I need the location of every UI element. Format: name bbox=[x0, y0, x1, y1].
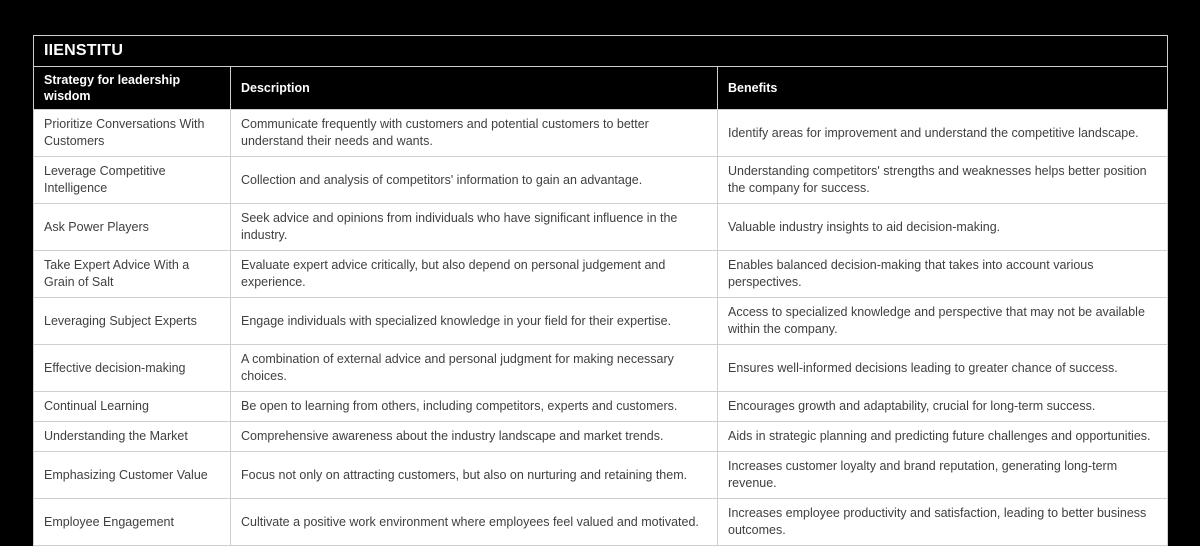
column-header-benefits: Benefits bbox=[718, 67, 1168, 110]
table-row bbox=[34, 251, 1168, 298]
column-header-strategy: Strategy for leadership wisdom bbox=[34, 67, 231, 110]
cell-benefits: Enables balanced decision-making that takes into account various perspectives. bbox=[718, 251, 1168, 298]
table-title: IIENSTITU bbox=[34, 36, 1168, 67]
cell-benefits: Understanding competitors' strengths and weaknesses helps better position the company for success. bbox=[718, 157, 1168, 204]
title-row bbox=[34, 36, 1168, 67]
cell-benefits: Access to specialized knowledge and perspective that may not be available within the company. bbox=[718, 298, 1168, 345]
cell-benefits: Increases customer loyalty and brand reputation, generating long-term revenue. bbox=[718, 452, 1168, 499]
cell-description: Engage individuals with specialized knowledge in your field for their expertise. bbox=[231, 298, 718, 345]
cell-description: A combination of external advice and personal judgment for making necessary choices. bbox=[231, 345, 718, 392]
table-row bbox=[34, 157, 1168, 204]
table-row bbox=[34, 499, 1168, 546]
cell-strategy: Continual Learning bbox=[34, 392, 231, 422]
cell-strategy: Leverage Competitive Intelligence bbox=[34, 157, 231, 204]
cell-description: Comprehensive awareness about the industry landscape and market trends. bbox=[231, 422, 718, 452]
table-row bbox=[34, 204, 1168, 251]
cell-benefits: Ensures well-informed decisions leading to greater chance of success. bbox=[718, 345, 1168, 392]
cell-strategy: Prioritize Conversations With Customers bbox=[34, 110, 231, 157]
table-row bbox=[34, 422, 1168, 452]
cell-strategy: Leveraging Subject Experts bbox=[34, 298, 231, 345]
table-row bbox=[34, 392, 1168, 422]
cell-description: Seek advice and opinions from individuals who have significant influence in the industry. bbox=[231, 204, 718, 251]
cell-benefits: Valuable industry insights to aid decision-making. bbox=[718, 204, 1168, 251]
cell-benefits: Encourages growth and adaptability, crucial for long-term success. bbox=[718, 392, 1168, 422]
cell-description: Cultivate a positive work environment where employees feel valued and motivated. bbox=[231, 499, 718, 546]
cell-description: Focus not only on attracting customers, but also on nurturing and retaining them. bbox=[231, 452, 718, 499]
table-row bbox=[34, 452, 1168, 499]
leadership-wisdom-table bbox=[33, 35, 1168, 546]
cell-strategy: Effective decision-making bbox=[34, 345, 231, 392]
cell-benefits: Aids in strategic planning and predicting future challenges and opportunities. bbox=[718, 422, 1168, 452]
table-card bbox=[33, 35, 1167, 546]
table-row bbox=[34, 110, 1168, 157]
cell-benefits: Identify areas for improvement and understand the competitive landscape. bbox=[718, 110, 1168, 157]
table-row bbox=[34, 345, 1168, 392]
cell-benefits: Increases employee productivity and satisfaction, leading to better business outcomes. bbox=[718, 499, 1168, 546]
cell-strategy: Take Expert Advice With a Grain of Salt bbox=[34, 251, 231, 298]
cell-strategy: Emphasizing Customer Value bbox=[34, 452, 231, 499]
table-row bbox=[34, 298, 1168, 345]
cell-description: Be open to learning from others, including competitors, experts and customers. bbox=[231, 392, 718, 422]
cell-strategy: Ask Power Players bbox=[34, 204, 231, 251]
cell-strategy: Employee Engagement bbox=[34, 499, 231, 546]
cell-description: Collection and analysis of competitors' information to gain an advantage. bbox=[231, 157, 718, 204]
column-header-row bbox=[34, 67, 1168, 110]
cell-strategy: Understanding the Market bbox=[34, 422, 231, 452]
column-header-description: Description bbox=[231, 67, 718, 110]
cell-description: Evaluate expert advice critically, but also depend on personal judgement and experience. bbox=[231, 251, 718, 298]
cell-description: Communicate frequently with customers and potential customers to better understand their needs and wants. bbox=[231, 110, 718, 157]
